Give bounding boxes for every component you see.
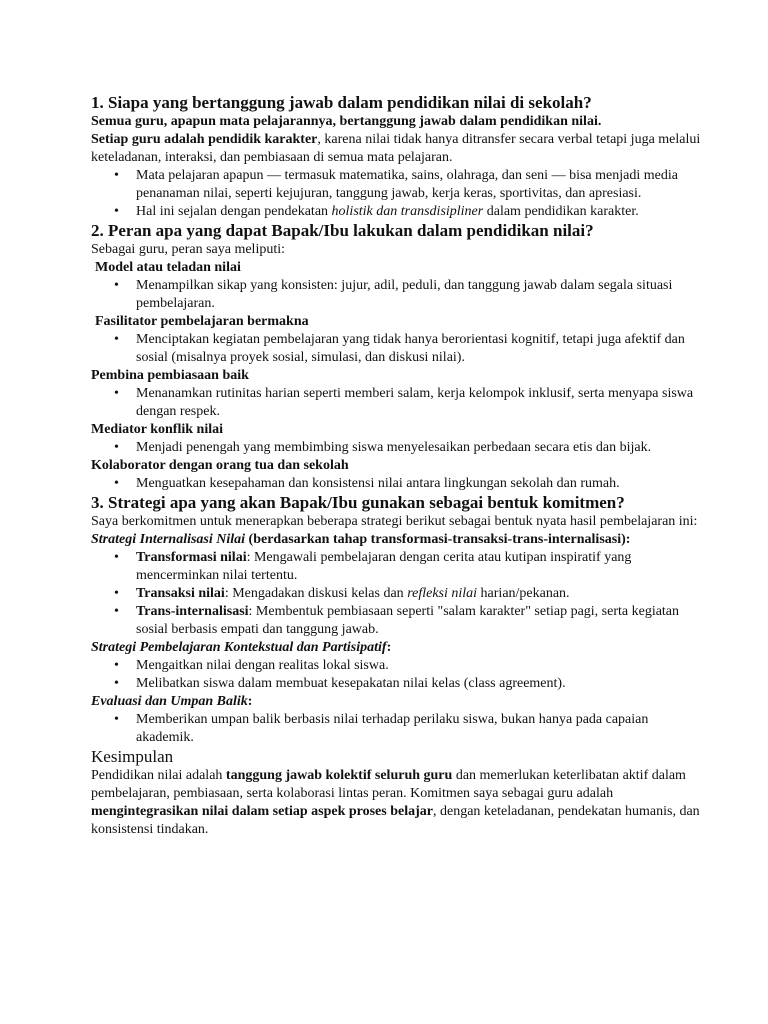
list-item: • Menciptakan kegiatan pembelajaran yang tidak hanya berorientasi kognitif, tetapi juga afektif dan sosial (misalnya proyek sosial, simulasi, dan diskusi nilai). [136, 331, 708, 367]
term-bold: Transformasi nilai [136, 550, 247, 565]
role-title: Fasilitator pembelajaran bermakna [95, 314, 309, 329]
item-text: : Mengawali pembelajaran dengan cerita atau kutipan inspiratif yang mencerminkan nilai tertentu. [136, 550, 632, 583]
lead-bold-text: Semua guru, apapun mata pelajarannya, bertanggung jawab dalam pendidikan nilai. [91, 114, 602, 129]
item-italic: refleksi nilai [407, 586, 478, 601]
bullet-text: Hal ini sejalan dengan pendekatan [136, 204, 332, 219]
conclusion-bold: tanggung jawab kolektif seluruh guru [225, 768, 453, 783]
strategy-3-list [91, 711, 708, 747]
role-title: Kolaborator dengan orang tua dan sekolah [91, 458, 349, 473]
question-1-paragraph [91, 131, 708, 167]
strategy-2-list [91, 657, 708, 693]
term-bold: Trans-internalisasi [136, 604, 249, 619]
conclusion-bold: mengintegrasikan nilai dalam setiap aspek proses belajar [91, 804, 433, 819]
colon: : [247, 694, 253, 709]
role-list [91, 475, 708, 493]
list-item: • Memberikan umpan balik berbasis nilai terhadap perilaku siswa, bukan hanya pada capaian akademik. [136, 711, 708, 747]
item-text: harian/pekanan. [477, 586, 570, 601]
list-item: • Mengaitkan nilai dengan realitas lokal siswa. [136, 657, 708, 675]
list-item: • Menanamkan rutinitas harian seperti memberi salam, kerja kelompok inklusif, serta menyapa siswa dengan respek. [136, 385, 708, 421]
list-item [136, 549, 708, 585]
strategy-1-title-italic: Strategi Internalisasi Nilai [91, 532, 246, 547]
term-bold: Transaksi nilai [136, 586, 225, 601]
list-item: • Mata pelajaran apapun — termasuk matematika, sains, olahraga, dan seni — bisa menjadi media penanaman nilai, seperti kejujuran, tanggung jawab, kerja keras, sportivitas, dan apresiasi. [136, 167, 708, 203]
conclusion-text: , dengan keteladanan, pendekatan humanis, dan konsistensi tindakan. [91, 804, 700, 837]
strategy-2-title-italic: Strategi Pembelajaran Kontekstual dan Partisipatif [91, 640, 387, 655]
question-2-intro: Sebagai guru, peran saya meliputi: [91, 242, 285, 257]
list-item: • Melibatkan siswa dalam membuat kesepakatan nilai kelas (class agreement). [136, 675, 708, 693]
colon: : [386, 640, 392, 655]
conclusion-text: dan memerlukan keterlibatan aktif dalam pembelajaran, pembiasaan, serta kolaborasi lintas peran. Komitmen saya sebagai guru adalah [91, 768, 686, 801]
bullet-italic-text: holistik dan transdisipliner [331, 204, 484, 219]
list-item: • Menjadi penengah yang membimbing siswa menyelesaikan perbedaan secara etis dan bijak. [136, 439, 708, 457]
conclusion-heading: Kesimpulan [91, 747, 174, 766]
question-1-heading: 1. Siapa yang bertanggung jawab dalam pendidikan nilai di sekolah? [91, 93, 592, 112]
question-3-intro: Saya berkomitmen untuk menerapkan beberapa strategi berikut sebagai bentuk nyata hasil pembelajaran ini: [91, 514, 698, 529]
role-list [91, 385, 708, 421]
para-rest-text: , karena nilai tidak hanya ditransfer secara verbal tetapi juga melalui keteladanan, interaksi, dan pembiasaan di semua mata pelajaran. [91, 132, 701, 165]
question-3-heading: 3. Strategi apa yang akan Bapak/Ibu gunakan sebagai bentuk komitmen? [91, 493, 625, 512]
list-item [136, 603, 708, 639]
item-text: : Mengadakan diskusi kelas dan [224, 586, 408, 601]
conclusion-text: Pendidikan nilai adalah [91, 768, 226, 783]
strategy-1-title-rest: (berdasarkan tahap transformasi-transaksi-trans-internalisasi): [245, 532, 631, 547]
role-title: Model atau teladan nilai [95, 260, 241, 275]
item-text: : Membentuk pembiasaan seperti "salam karakter" setiap pagi, serta kegiatan sosial berbasis empati dan tanggung jawab. [136, 604, 680, 637]
conclusion-paragraph [91, 767, 708, 839]
para-bold-text: Setiap guru adalah pendidik karakter [91, 132, 318, 147]
list-item: • Menguatkan kesepahaman dan konsistensi nilai antara lingkungan sekolah dan rumah. [136, 475, 708, 493]
strategy-2-title [91, 639, 708, 657]
list-item: • Menampilkan sikap yang konsisten: jujur, adil, peduli, dan tanggung jawab dalam segala situasi pembelajaran. [136, 277, 708, 313]
question-2-heading: 2. Peran apa yang dapat Bapak/Ibu lakukan dalam pendidikan nilai? [91, 221, 594, 240]
list-item [136, 585, 708, 603]
strategy-1-title [91, 531, 708, 549]
bullet-text: dalam pendidikan karakter. [483, 204, 639, 219]
strategy-3-title-italic: Evaluasi dan Umpan Balik [91, 694, 248, 709]
role-title: Mediator konflik nilai [91, 422, 223, 437]
role-list [91, 331, 708, 367]
strategy-1-list [91, 549, 708, 639]
question-1-lead [91, 113, 708, 131]
role-list [91, 439, 708, 457]
role-title: Pembina pembiasaan baik [91, 368, 249, 383]
role-list [91, 277, 708, 313]
list-item [136, 203, 708, 221]
question-1-list [91, 167, 708, 221]
strategy-3-title [91, 693, 708, 711]
